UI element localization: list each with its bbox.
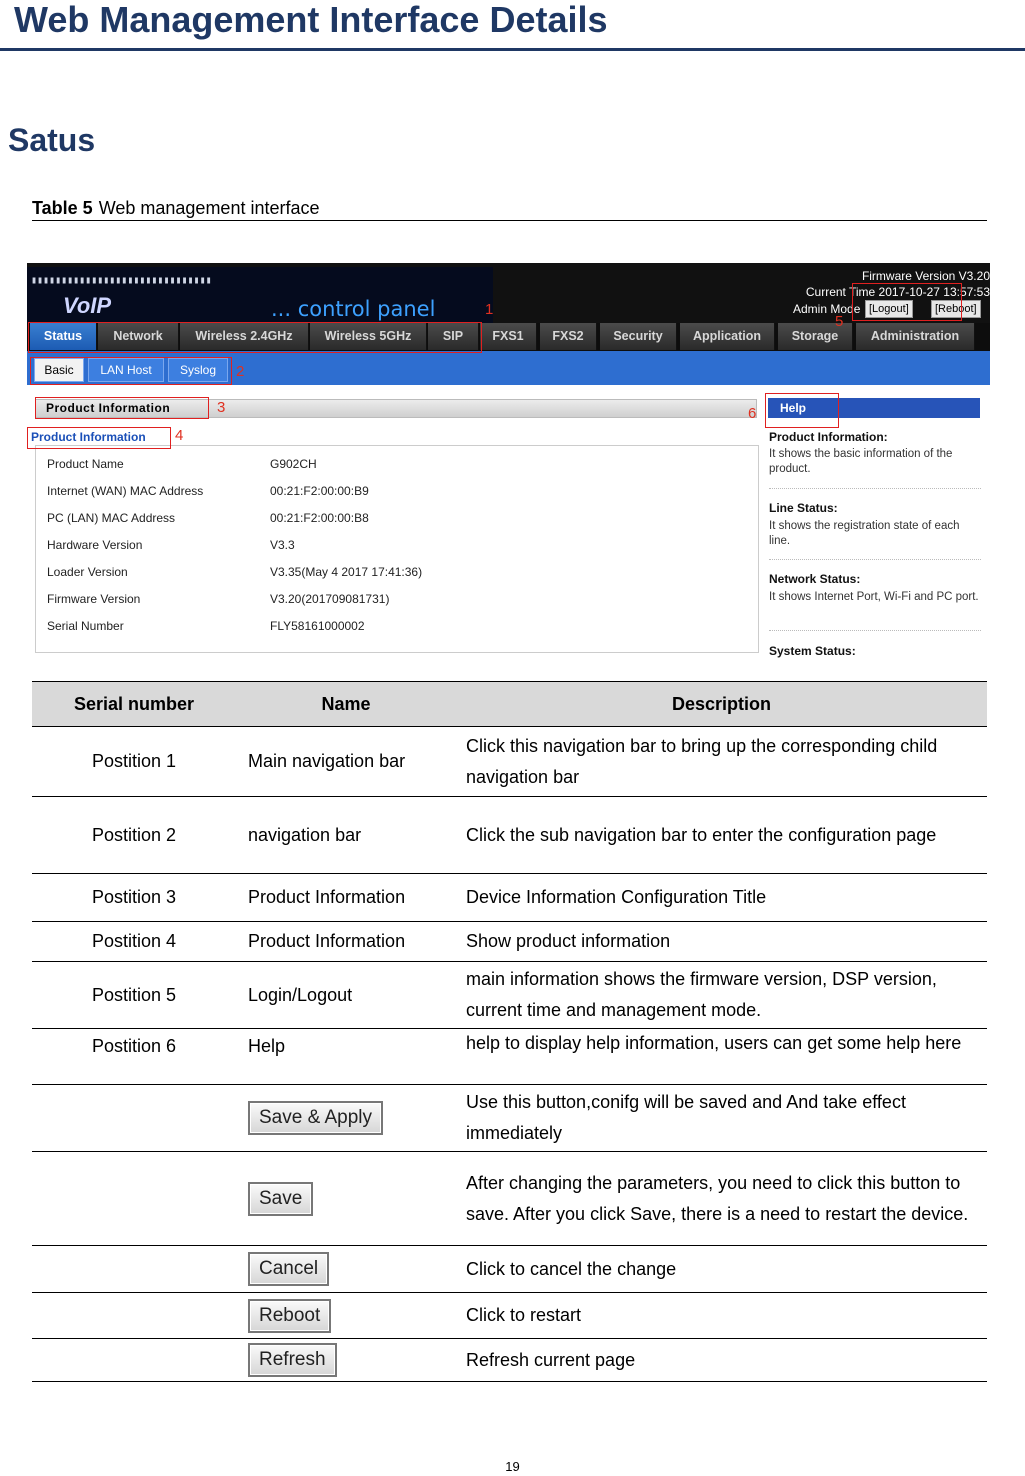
info-value: G902CH: [270, 457, 317, 471]
cell-description: Use this button,conifg will be saved and And take effect immediately: [456, 1085, 987, 1152]
cell-serial-empty: [32, 1152, 236, 1246]
cell-button: [236, 1246, 456, 1293]
marker-number: 6: [748, 405, 757, 422]
info-label: Firmware Version: [47, 592, 141, 606]
cell-serial-empty: [32, 1293, 236, 1339]
cell-description: After changing the parameters, you need to click this button to save. After you click Save, there is a need to restart the device.: [456, 1152, 987, 1246]
marker-box-1: [28, 322, 482, 353]
cell-serial: Postition 3: [32, 874, 236, 922]
marker-number: 3: [217, 399, 226, 416]
marker-box-2: [30, 357, 232, 385]
page-number: 19: [505, 1459, 520, 1474]
tab-sip[interactable]: SIP: [428, 323, 479, 350]
voip-logo: VoIP: [63, 293, 112, 318]
table-row: [32, 1152, 987, 1246]
product-info-panel: [35, 445, 759, 653]
table-row: [32, 1029, 987, 1085]
tab-security[interactable]: Security: [600, 323, 677, 350]
cell-description: Click to restart: [456, 1293, 987, 1339]
caption-label: Table 5: [32, 198, 93, 218]
cell-name: Product Information: [236, 922, 456, 962]
header-bar: [27, 263, 990, 323]
marker-number: 2: [236, 363, 245, 380]
info-label: Loader Version: [47, 565, 128, 579]
reboot-button[interactable]: [Reboot]: [931, 300, 981, 318]
logout-button[interactable]: [Logout]: [865, 300, 913, 318]
led-strip: ▮▮▮▮▮▮▮▮▮▮▮▮▮▮▮▮▮▮▮▮▮▮▮▮▮▮▮▮▮▮: [31, 275, 212, 286]
control-panel-label: ... control panel: [271, 297, 436, 321]
subtab-basic[interactable]: Basic: [34, 358, 84, 382]
marker-box-4: [27, 427, 171, 449]
help-heading: Product Information:: [769, 430, 888, 444]
info-value: V3.20(201709081731): [270, 592, 390, 606]
cell-name: Main navigation bar: [236, 727, 456, 797]
cell-serial-empty: [32, 1085, 236, 1152]
web-ui-screenshot: [27, 263, 990, 659]
cell-description: help to display help information, users can get some help here: [456, 1029, 987, 1085]
tab-storage[interactable]: Storage: [778, 323, 853, 350]
cell-description: Click to cancel the change: [456, 1246, 987, 1293]
info-value: FLY58161000002: [270, 619, 365, 633]
product-info-title: Product Information: [46, 401, 171, 415]
cell-name: Login/Logout: [236, 962, 456, 1029]
cancel-button[interactable]: Cancel: [248, 1252, 329, 1286]
tab-wireless-5[interactable]: Wireless 5GHz: [310, 323, 427, 350]
section-heading: Satus: [8, 122, 96, 158]
table-row: [32, 874, 987, 922]
table-row: [32, 1293, 987, 1339]
tab-wireless-24[interactable]: Wireless 2.4GHz: [180, 323, 309, 350]
tab-fxs1[interactable]: FXS1: [480, 323, 537, 350]
save-button[interactable]: Save: [248, 1182, 313, 1216]
subtab-syslog[interactable]: Syslog: [168, 358, 228, 382]
cell-serial: Postition 4: [32, 922, 236, 962]
info-label: Internet (WAN) MAC Address: [47, 484, 204, 498]
help-heading: Network Status:: [769, 572, 861, 586]
help-heading: Line Status:: [769, 501, 838, 515]
table-row: [32, 1246, 987, 1293]
description-table: [32, 681, 987, 1382]
tab-network[interactable]: Network: [98, 323, 179, 350]
help-divider: [769, 488, 981, 489]
caption-text: Web management interface: [98, 198, 320, 218]
cell-name: Product Information: [236, 874, 456, 922]
cell-description: Click this navigation bar to bring up the corresponding child navigation bar: [456, 727, 987, 797]
cell-serial-empty: [32, 1339, 236, 1382]
help-text: It shows the basic information of the product.: [769, 448, 953, 475]
marker-box-6: [765, 393, 839, 428]
info-value: 00:21:F2:00:00:B8: [270, 511, 369, 525]
marker-number: 1: [485, 301, 494, 318]
header-name: Name: [236, 682, 456, 727]
subtab-lan-host[interactable]: LAN Host: [88, 358, 164, 382]
header-serial: Serial number: [32, 682, 236, 727]
cell-serial: Postition 5: [32, 962, 236, 1029]
tab-application[interactable]: Application: [680, 323, 775, 350]
help-text: It shows the registration state of each line.: [769, 520, 960, 547]
logo-area: [27, 267, 493, 323]
marker-number: 5: [835, 313, 844, 330]
cell-description: Show product information: [456, 922, 987, 962]
cell-button: [236, 1085, 456, 1152]
info-value: V3.3: [270, 538, 295, 552]
info-label: PC (LAN) MAC Address: [47, 511, 176, 525]
cell-name: Help: [236, 1029, 456, 1085]
table-row: [32, 962, 987, 1029]
cell-name: navigation bar: [236, 797, 456, 874]
cell-button: [236, 1293, 456, 1339]
title-rule: [0, 48, 1025, 51]
table-caption: [32, 198, 987, 221]
marker-box-5: [852, 283, 962, 321]
info-label: Serial Number: [47, 619, 124, 633]
refresh-button[interactable]: Refresh: [248, 1343, 337, 1377]
info-value: V3.35(May 4 2017 17:41:36): [270, 565, 423, 579]
table-row: [32, 727, 987, 797]
cell-button: [236, 1152, 456, 1246]
info-label: Hardware Version: [47, 538, 143, 552]
admin-mode-label: Admin Mode: [793, 302, 861, 316]
reboot-image-button[interactable]: Reboot: [248, 1299, 331, 1333]
product-info-link[interactable]: Product Information: [31, 430, 146, 444]
table-row: [32, 1339, 987, 1382]
table-row: [32, 1085, 987, 1152]
current-time: Current Time 2017-10-27 13:57:53: [805, 285, 990, 299]
info-label: Product Name: [47, 457, 124, 471]
help-divider: [769, 630, 981, 631]
cell-serial: Postition 2: [32, 797, 236, 874]
table-row: [32, 797, 987, 874]
marker-box-3: [35, 397, 209, 419]
cell-description: Device Information Configuration Title: [456, 874, 987, 922]
table-row: [32, 922, 987, 962]
help-heading: System Status:: [769, 644, 856, 658]
tab-fxs2[interactable]: FXS2: [540, 323, 597, 350]
cell-button: [236, 1339, 456, 1382]
tab-status[interactable]: Status: [30, 323, 97, 350]
save-apply-button[interactable]: Save & Apply: [248, 1101, 383, 1135]
header-description: Description: [456, 682, 987, 727]
help-text: It shows Internet Port, Wi-Fi and PC port.: [769, 591, 979, 603]
cell-serial: Postition 1: [32, 727, 236, 797]
cell-serial: Postition 6: [32, 1029, 236, 1085]
cell-description: main information shows the firmware version, DSP version, current time and management mode.: [456, 962, 987, 1029]
marker-number: 4: [175, 427, 184, 444]
cell-description: Click the sub navigation bar to enter the configuration page: [456, 797, 987, 874]
tab-administration[interactable]: Administration: [856, 323, 975, 350]
table-header-row: [32, 682, 987, 727]
info-value: 00:21:F2:00:00:B9: [270, 484, 369, 498]
cell-description: Refresh current page: [456, 1339, 987, 1382]
firmware-version: Firmware Version V3.20: [861, 269, 990, 283]
document-title: Web Management Interface Details: [14, 0, 608, 40]
cell-serial-empty: [32, 1246, 236, 1293]
help-title: Help: [780, 401, 807, 415]
help-divider: [769, 559, 981, 560]
